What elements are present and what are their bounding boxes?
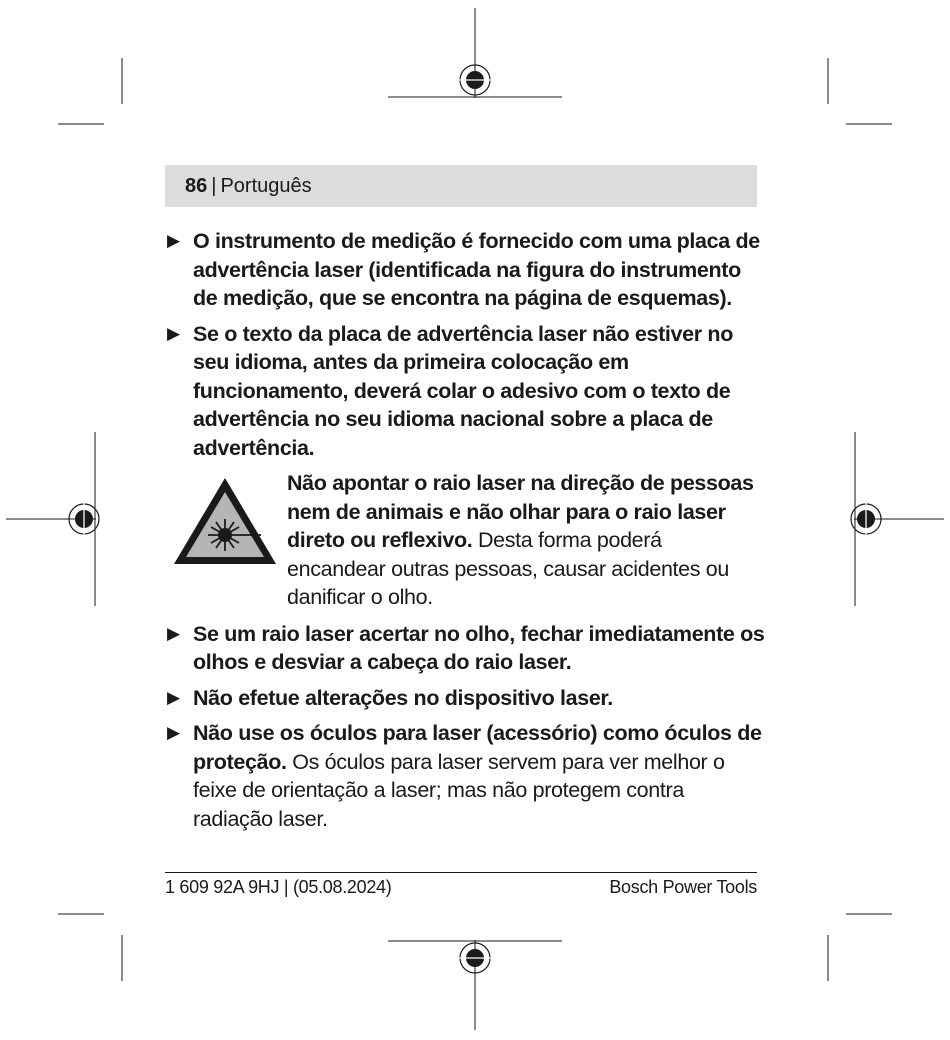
page-footer xyxy=(165,872,757,898)
bullet-arrow-icon: ▶ xyxy=(167,687,180,707)
bullet-arrow-icon: ▶ xyxy=(167,723,180,742)
page-number: 86 xyxy=(185,174,208,197)
bullet-arrow-icon: ▶ xyxy=(167,231,180,250)
laser-warning-icon xyxy=(171,475,279,567)
page-header xyxy=(165,165,757,207)
list-item: ▶ Se um raio laser acertar no olho, fechar imediatamente os olhos e desviar a cabeça do raio laser. xyxy=(167,621,765,674)
bullet-arrow-icon: ▶ xyxy=(167,623,180,643)
warning-text: Desta forma poderá encandear outras pessoas, causar acidentes ou danificar o olho. xyxy=(287,528,730,609)
footer-brand: Bosch Power Tools xyxy=(609,877,757,897)
list-item: ▶ Se o texto da placa de advertência laser não estiver no seu idioma, antes da primeira colocação em funcionamento, deverá colar o adesivo com o texto de advertência no seu idioma nacional sobre a placa de advertência. xyxy=(167,321,733,460)
header-language: Português xyxy=(220,174,312,197)
warning-bold-text: Não apontar o raio laser na direção de pessoas nem de animais e não olhar para o raio laser direto ou reflexivo. xyxy=(287,471,754,552)
laser-warning-block xyxy=(165,469,765,612)
list-item: ▶ Não efetue alterações no dispositivo laser. xyxy=(165,684,765,713)
header-separator: | xyxy=(211,174,217,197)
list-item: ▶ Não use os óculos para laser (acessório) como óculos de proteção. Os óculos para laser servem para ver melhor o feixe de orientação a laser; mas não protegem contra radiação laser. xyxy=(167,721,762,831)
safety-instructions xyxy=(165,227,765,840)
bullet-arrow-icon: ▶ xyxy=(167,323,180,343)
list-item: ▶ O instrumento de medição é fornecido com uma placa de advertência laser (identificada na figura do instrumento de medição, que se encontra na página de esquemas). xyxy=(167,229,760,310)
footer-document-id: 1 609 92A 9HJ | (05.08.2024) xyxy=(165,877,392,897)
